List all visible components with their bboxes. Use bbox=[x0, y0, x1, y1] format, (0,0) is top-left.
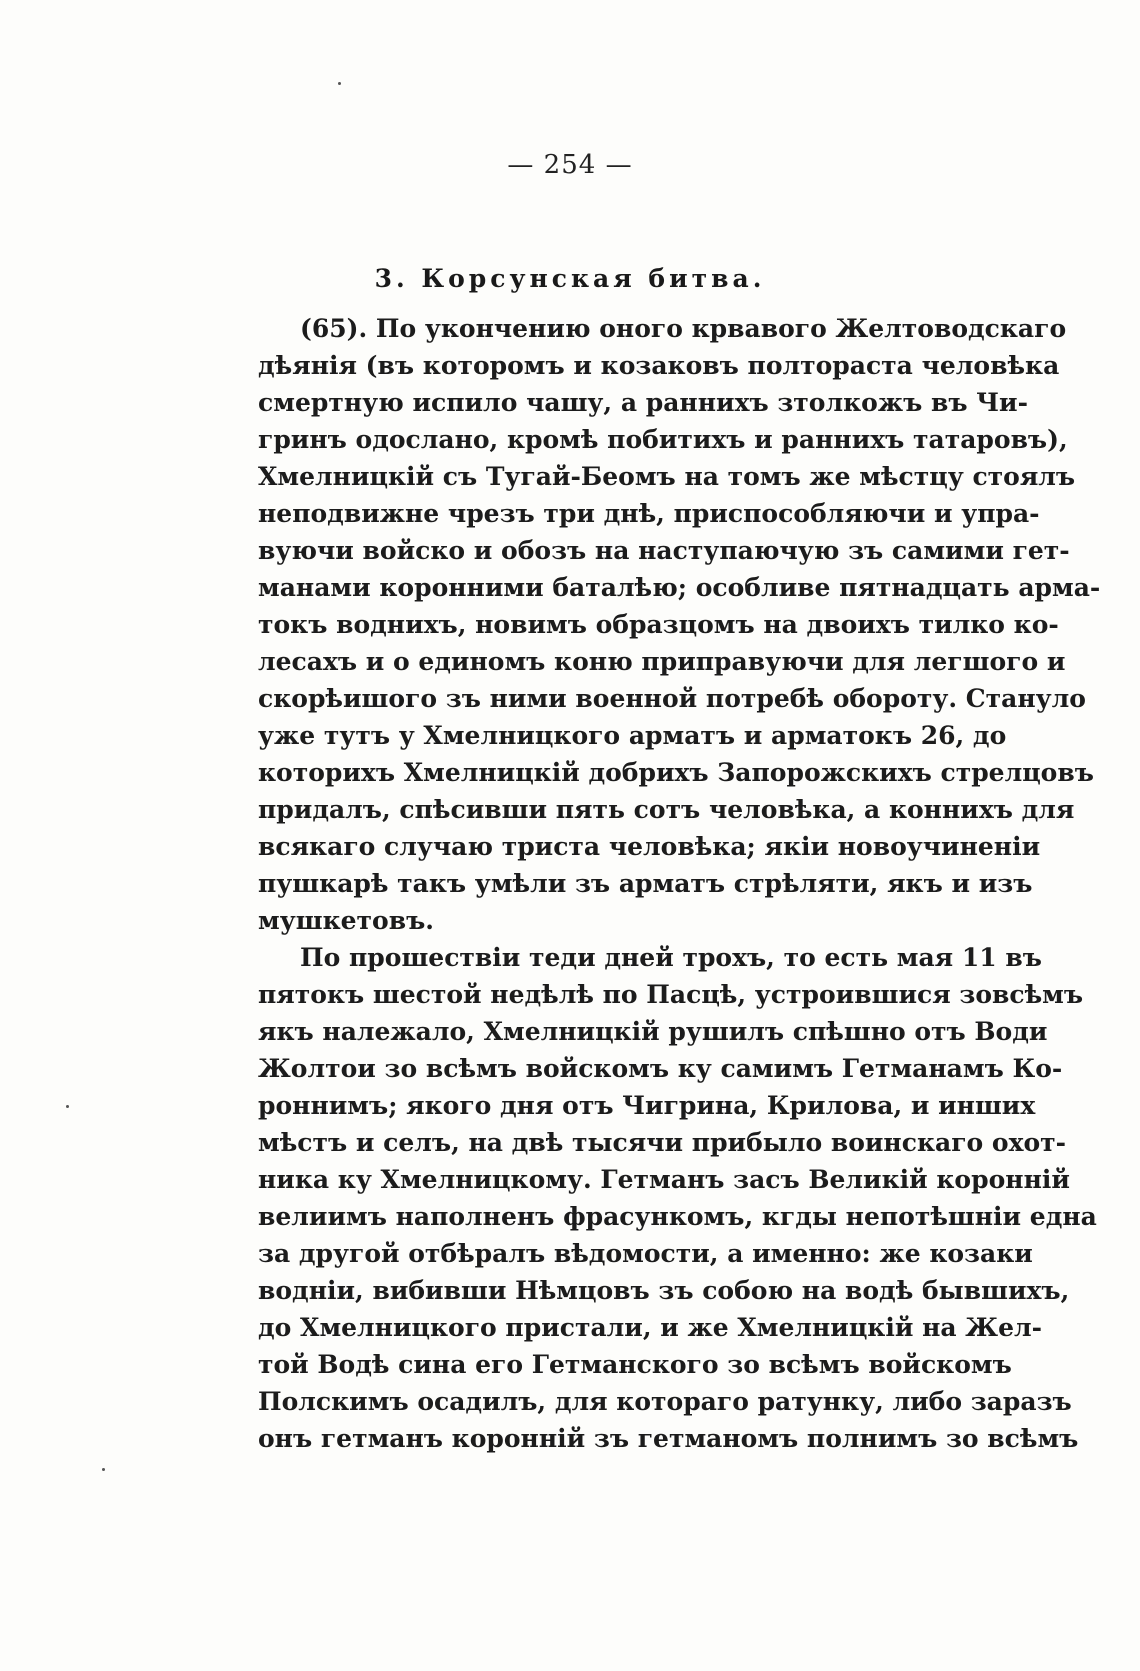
print-speck bbox=[338, 82, 341, 85]
text-line: пушкарѣ такъ умѣли зъ арматъ стрѣляти, якъ и изъ bbox=[258, 869, 1033, 898]
text-line: гринъ одослано, кромѣ побитихъ и раннихъ татаровъ), bbox=[258, 425, 1068, 454]
text-line: Жолтои зо всѣмъ войскомъ ку самимъ Гетманамъ Ко- bbox=[258, 1054, 1063, 1083]
text-line: ника ку Хмелницкому. Гетманъ засъ Великій коронній bbox=[258, 1165, 1070, 1194]
text-line: пятокъ шестой недѣлѣ по Пасцѣ, устроившися зовсѣмъ bbox=[258, 980, 1084, 1009]
text-line: Полскимъ осадилъ, для котораго ратунку, либо заразъ bbox=[258, 1387, 1072, 1416]
text-line: той Водѣ сина его Гетманского зо всѣмъ войскомъ bbox=[258, 1350, 1012, 1379]
print-speck bbox=[102, 1468, 105, 1471]
text-line: Хмелницкій съ Тугай-Беомъ на томъ же мѣстцу стоялъ bbox=[258, 462, 1076, 491]
text-line: мушкетовъ. bbox=[258, 906, 434, 935]
chapter-heading: 3. Корсунская битва. bbox=[374, 264, 766, 293]
text-line: вуючи войско и обозъ на наступаючую зъ самими гет- bbox=[258, 536, 1070, 565]
print-speck bbox=[66, 1105, 69, 1108]
text-line: которихъ Хмелницкій добрихъ Запорожскихъ стрелцовъ bbox=[258, 758, 1094, 787]
page-number: — 254 — bbox=[507, 150, 633, 180]
text-line: всякаго случаю триста человѣка; якіи новоучиненіи bbox=[258, 832, 1041, 861]
text-line: за другой отбѣралъ вѣдомости, а именно: же козаки bbox=[258, 1239, 1033, 1268]
text-line: онъ гетманъ коронній зъ гетманомъ полнимъ зо всѣмъ bbox=[258, 1424, 1079, 1453]
text-line: уже тутъ у Хмелницкого арматъ и арматокъ 26, до bbox=[258, 721, 1007, 750]
text-line: мѣстъ и селъ, на двѣ тысячи прибыло воинскаго охот- bbox=[258, 1128, 1067, 1157]
text-line: велиимъ наполненъ фрасункомъ, кгды непотѣшніи една bbox=[258, 1202, 1097, 1231]
text-line: лесахъ и о единомъ коню приправуючи для легшого и bbox=[258, 647, 1066, 676]
text-line: скорѣишого зъ ними военной потребѣ обороту. Стануло bbox=[258, 684, 1086, 713]
text-line: неподвижне чрезъ три днѣ, приспособляючи и упра- bbox=[258, 499, 1040, 528]
text-line: По прошествіи теди дней трохъ, то есть мая 11 въ bbox=[300, 943, 1042, 972]
text-line: токъ воднихъ, новимъ образцомъ на двоихъ тилко ко- bbox=[258, 610, 1059, 639]
body-text bbox=[258, 310, 1101, 1457]
text-line: водніи, вибивши Нѣмцовъ зъ собою на водѣ бывшихъ, bbox=[258, 1276, 1070, 1305]
text-line: до Хмелницкого пристали, и же Хмелницкій на Жел- bbox=[258, 1313, 1042, 1342]
text-line: (65). По укончению оного крвавого Желтоводскаго bbox=[300, 314, 1067, 343]
text-line: якъ належало, Хмелницкій рушилъ спѣшно отъ Води bbox=[258, 1017, 1048, 1046]
text-line: манами коронними баталѣю; особливе пятнадцать арма- bbox=[258, 573, 1101, 602]
text-line: роннимъ; якого дня отъ Чигрина, Крилова, и инших bbox=[258, 1091, 1036, 1120]
text-line: дѣянія (въ которомъ и козаковъ полтораста человѣка bbox=[258, 351, 1060, 380]
text-line: придалъ, спѣсивши пять сотъ человѣка, а коннихъ для bbox=[258, 795, 1075, 824]
text-line: смертную испило чашу, а раннихъ зтолкожъ въ Чи- bbox=[258, 388, 1028, 417]
